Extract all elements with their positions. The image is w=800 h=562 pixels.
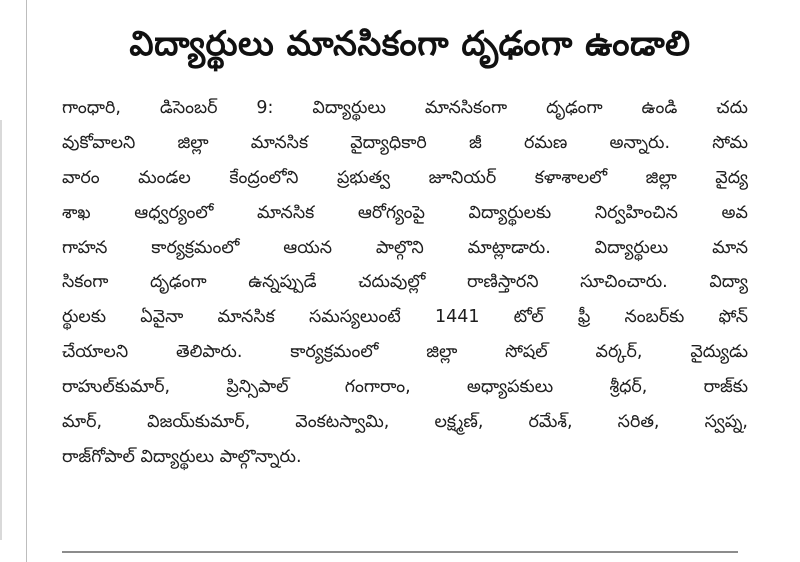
- article-line: వుకోవాలని జిల్లా మానసిక వైద్యాధికారి జీ రమణ అన్నారు. సోమ: [62, 132, 748, 153]
- article-line: రాహుల్‌కుమార్, ప్రిన్సిపాల్ గంగారాం, అధ్యాపకులు శ్రీధర్, రాజ్‌కు: [62, 377, 748, 398]
- article-line: ర్థులకు ఏవైనా మానసిక సమస్యలుంటే 1441 టోల్ ఫ్రీ నంబర్‌కు ఫోన్: [62, 307, 748, 328]
- article-line: రాజ్‌గోపాల్ విద్యార్థులు పాల్గొన్నారు.: [62, 446, 302, 467]
- column-divider: [26, 0, 27, 562]
- article-line: సికంగా దృఢంగా ఉన్నప్పుడే చదువుల్లో రాణిస్తారని సూచించారు. విద్యా: [62, 272, 748, 293]
- article-line: మార్, విజయ్‌కుమార్, వెంకటస్వామి, లక్ష్మణ్, రమేశ్, సరిత, స్వప్న,: [62, 412, 748, 433]
- article-line: గాహన కార్యక్రమంలో ఆయన పాల్గొని మాట్లాడారు. విద్యార్థులు మాన: [62, 237, 748, 258]
- article-line: వారం మండల కేంద్రంలోని ప్రభుత్వ జూనియర్ కళాశాలలో జిల్లా వైద్య: [62, 167, 748, 188]
- article-line: గాంధారి, డిసెంబర్ 9: విద్యార్థులు మానసికంగా దృఢంగా ఉండి చదు: [62, 98, 748, 118]
- clipping-edge: [0, 120, 2, 540]
- article-body: [62, 91, 748, 475]
- article-line: శాఖ ఆధ్వర్యంలో మానసిక ఆరోగ్యంపై విద్యార్థులకు నిర్వహించిన అవ: [62, 202, 748, 223]
- article-line: చేయాలని తెలిపారు. కార్యక్రమంలో జిల్లా సోషల్ వర్కర్, వైద్యుడు: [62, 342, 748, 363]
- bottom-divider: [62, 551, 738, 553]
- article-headline: విద్యార్థులు మానసికంగా దృఢంగా ఉండాలి: [129, 24, 691, 64]
